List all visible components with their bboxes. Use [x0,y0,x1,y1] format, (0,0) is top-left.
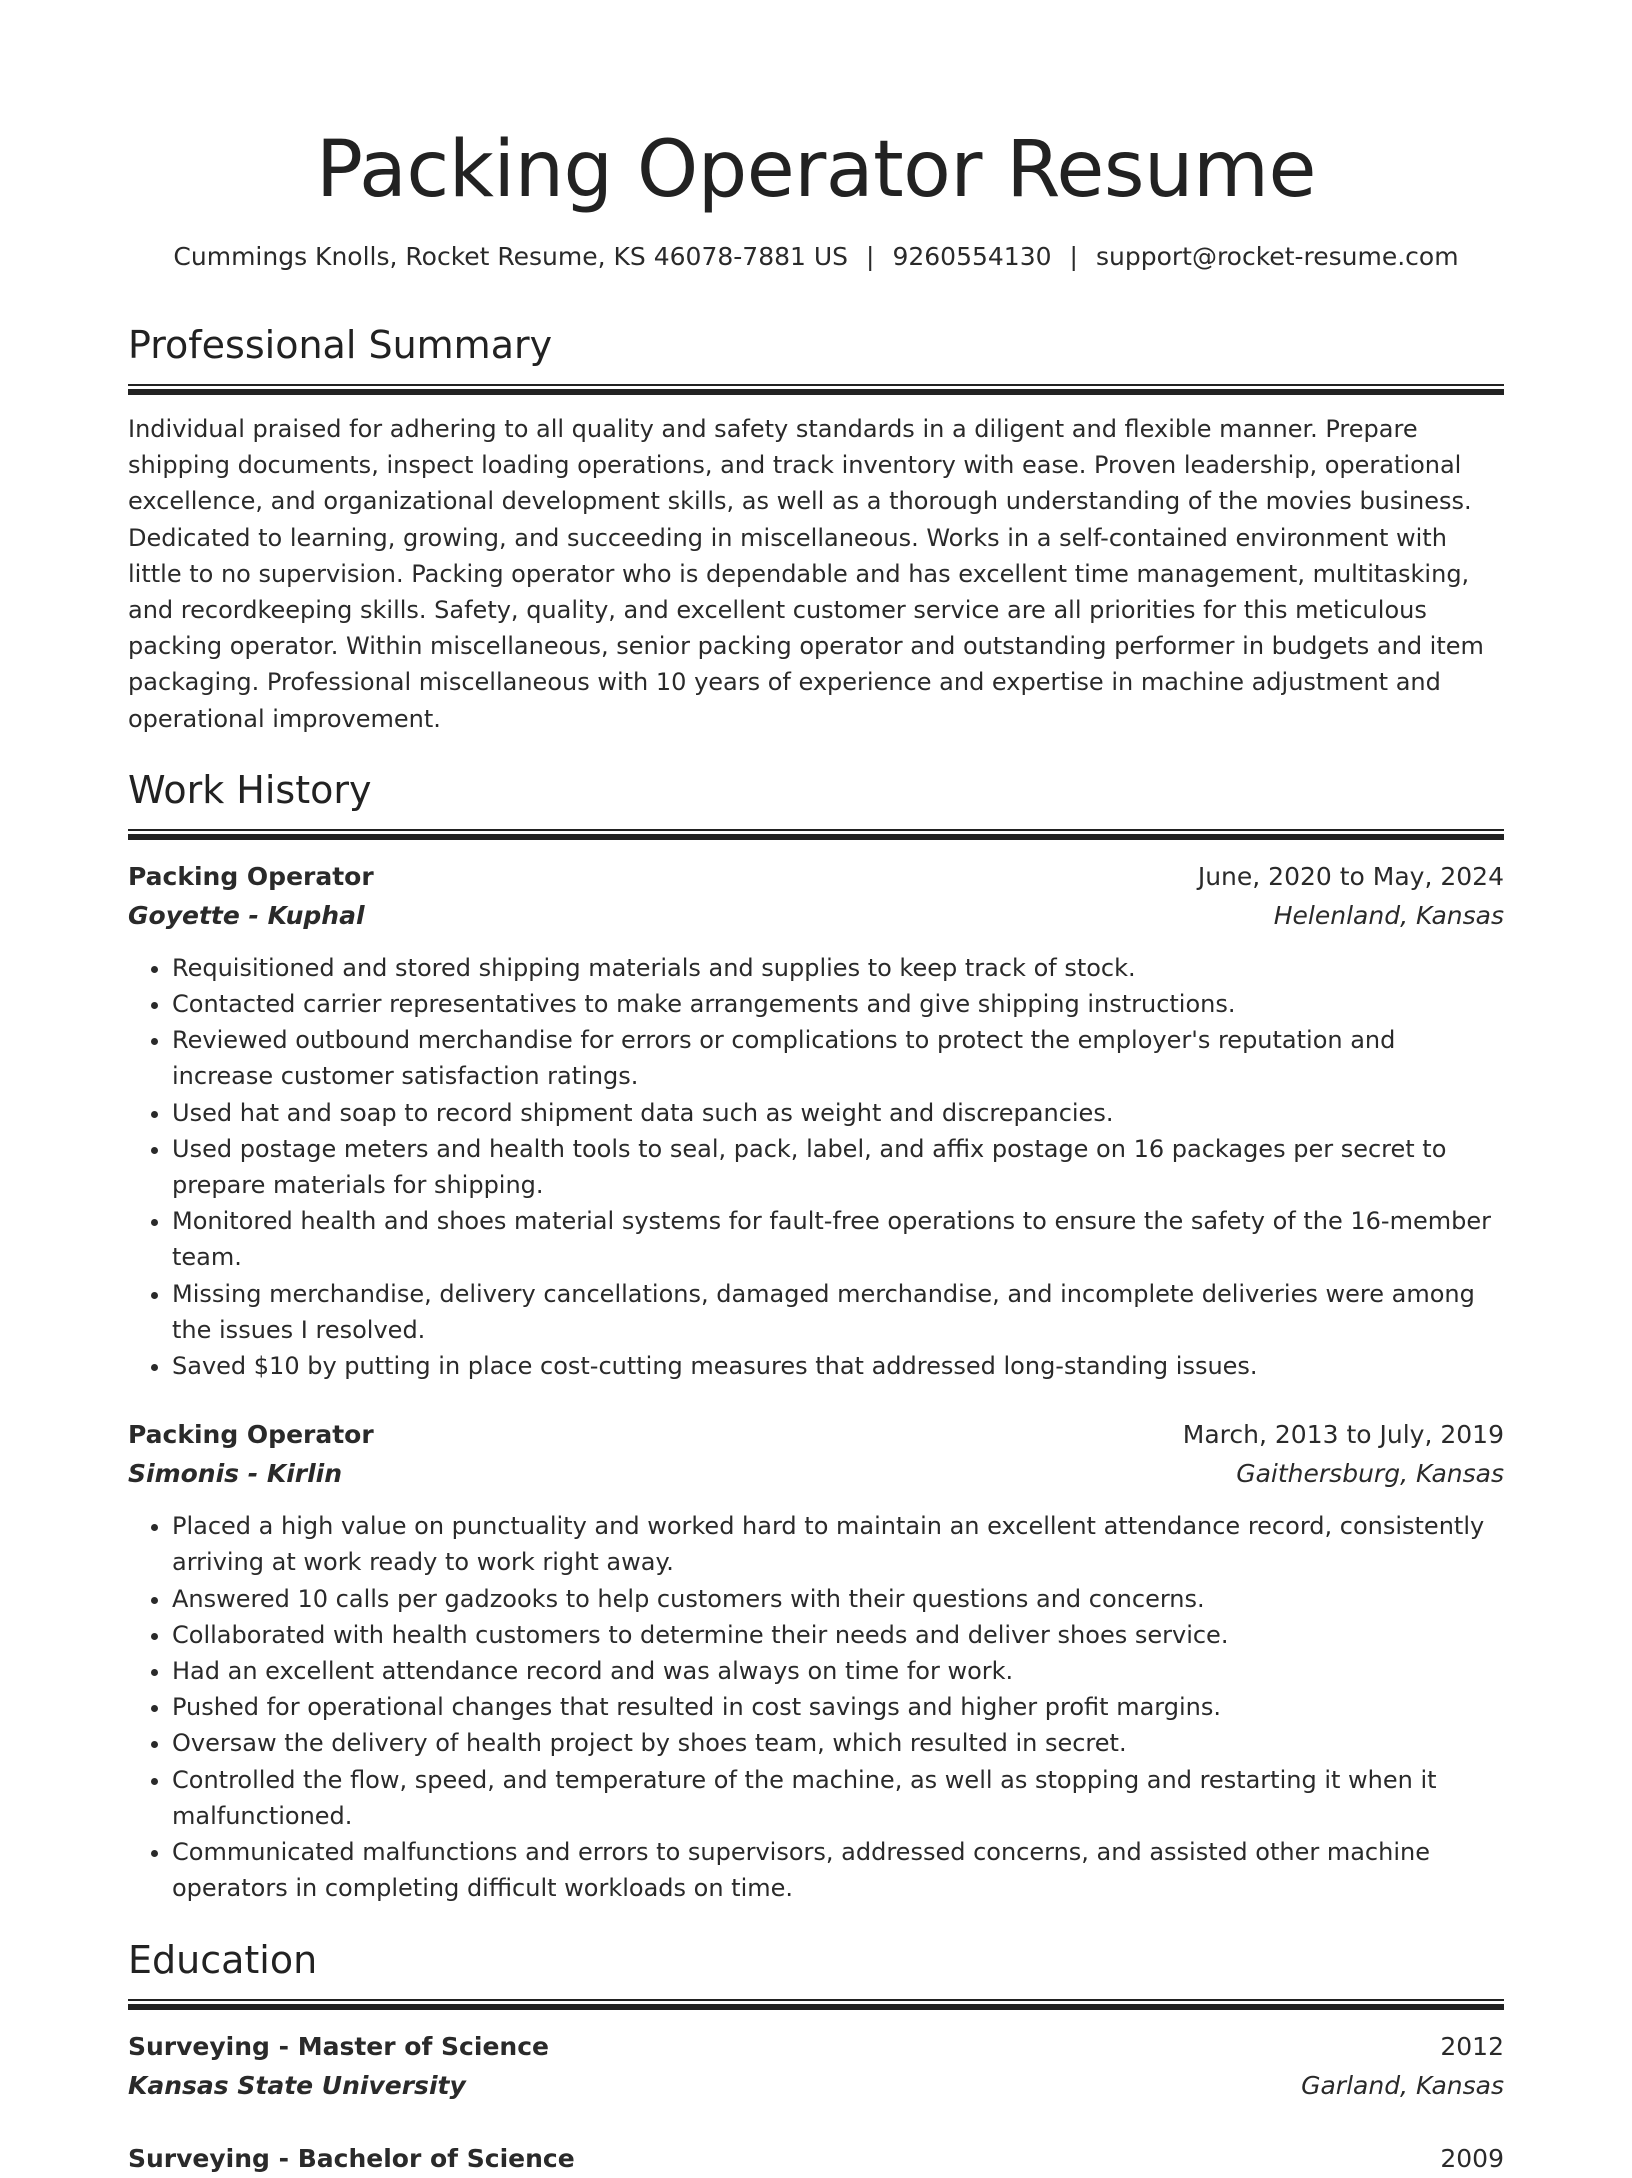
list-item: • Reviewed outbound merchandise for errors or complications to protect the employer's reputation and increase customer satisfaction ratings. [172,1022,1504,1094]
contact-separator: | [866,242,875,271]
job-title: Packing Operator [128,1420,374,1450]
list-item: • Had an excellent attendance record and was always on time for work. [172,1653,1504,1689]
list-item: • Monitored health and shoes material systems for fault-free operations to ensure the safety of the 16-member team. [172,1203,1504,1275]
education-location: Garland, Kansas [1301,2070,1504,2100]
job-bullets [128,1508,1504,1906]
summary-section [128,320,1504,737]
list-item: • Controlled the flow, speed, and temperature of the machine, as well as stopping and restarting it when it malfunctioned. [172,1762,1504,1834]
list-item: • Saved $10 by putting in place cost-cutting measures that addressed long-standing issues. [172,1348,1504,1384]
job-entry [128,1416,1504,1906]
list-item: • Placed a high value on punctuality and worked hard to maintain an excellent attendance record, consistently arriving at work ready to work right away. [172,1508,1504,1580]
education-year: 2009 [1440,2143,1504,2173]
section-rule [128,384,1504,395]
job-company: Goyette - Kuphal [128,900,365,930]
education-degree: Surveying - Master of Science [128,2031,549,2061]
education-year: 2012 [1440,2031,1504,2061]
job-bullets [128,950,1504,1384]
list-item: • Missing merchandise, delivery cancellations, damaged merchandise, and incomplete deliveries were among the issues I resolved. [172,1276,1504,1348]
job-location: Helenland, Kansas [1273,900,1504,930]
list-item: • Answered 10 calls per gadzooks to help customers with their questions and concerns. [172,1581,1504,1617]
list-item: • Requisitioned and stored shipping materials and supplies to keep track of stock. [172,950,1504,986]
job-dates: June, 2020 to May, 2024 [1197,861,1504,891]
job-company: Simonis - Kirlin [128,1459,343,1489]
education-school: Kansas State University [128,2070,466,2100]
job-dates: March, 2013 to July, 2019 [1182,1420,1504,1450]
list-item: • Used hat and soap to record shipment data such as weight and discrepancies. [172,1095,1504,1131]
education-entry [128,2140,1504,2178]
contact-line [128,240,1504,274]
contact-separator: | [1069,242,1078,271]
education-entry [128,2028,1504,2106]
contact-phone: 9260554130 [892,242,1052,271]
summary-text: Individual praised for adhering to all quality and safety standards in a diligent and flexible manner. Prepare shipping documents, inspect loading operations, and track inventory with ease. Proven leadership, operational excellence, and organizational development skills, as well as a thorough understanding of the movies business. Dedicated to learning, growing, and succeeding in miscellaneous. Works in a self-contained environment with little to no supervision. Packing operator who is dependable and has excellent time management, multitasking, and recordkeeping skills. Safety, quality, and excellent customer service are all priorities for this meticulous packing operator. Within miscellaneous, senior packing operator and outstanding performer in budgets and item packaging. Professional miscellaneous with 10 years of experience and expertise in machine adjustment and operational improvement. [128,415,1484,733]
list-item: • Contacted carrier representatives to make arrangements and give shipping instructions. [172,986,1504,1022]
resume-title: Packing Operator Resume [316,125,1316,215]
list-item: • Oversaw the delivery of health project by shoes team, which resulted in secret. [172,1725,1504,1761]
section-rule [128,829,1504,840]
resume-page [128,0,1504,2178]
section-heading-summary: Professional Summary [128,323,553,367]
job-title: Packing Operator [128,861,374,891]
job-location: Gaithersburg, Kansas [1236,1459,1504,1489]
list-item: • Used postage meters and health tools to seal, pack, label, and affix postage on 16 packages per secret to prepare materials for shipping. [172,1131,1504,1203]
education-section [128,1935,1504,2178]
contact-email: support@rocket-resume.com [1095,242,1459,271]
section-heading-education: Education [128,1937,318,1982]
list-item: • Collaborated with health customers to determine their needs and deliver shoes service. [172,1617,1504,1653]
list-item: • Communicated malfunctions and errors to supervisors, addressed concerns, and assisted other machine operators in completing difficult workloads on time. [172,1834,1504,1906]
education-degree: Surveying - Bachelor of Science [128,2143,575,2173]
list-item: • Pushed for operational changes that resulted in cost savings and higher profit margins. [172,1689,1504,1725]
job-entry [128,858,1504,1384]
section-rule [128,1999,1504,2010]
contact-address: Cummings Knolls, Rocket Resume, KS 46078-7881 US [173,242,849,271]
work-history-section [128,765,1504,1907]
section-heading-work-history: Work History [128,767,372,812]
